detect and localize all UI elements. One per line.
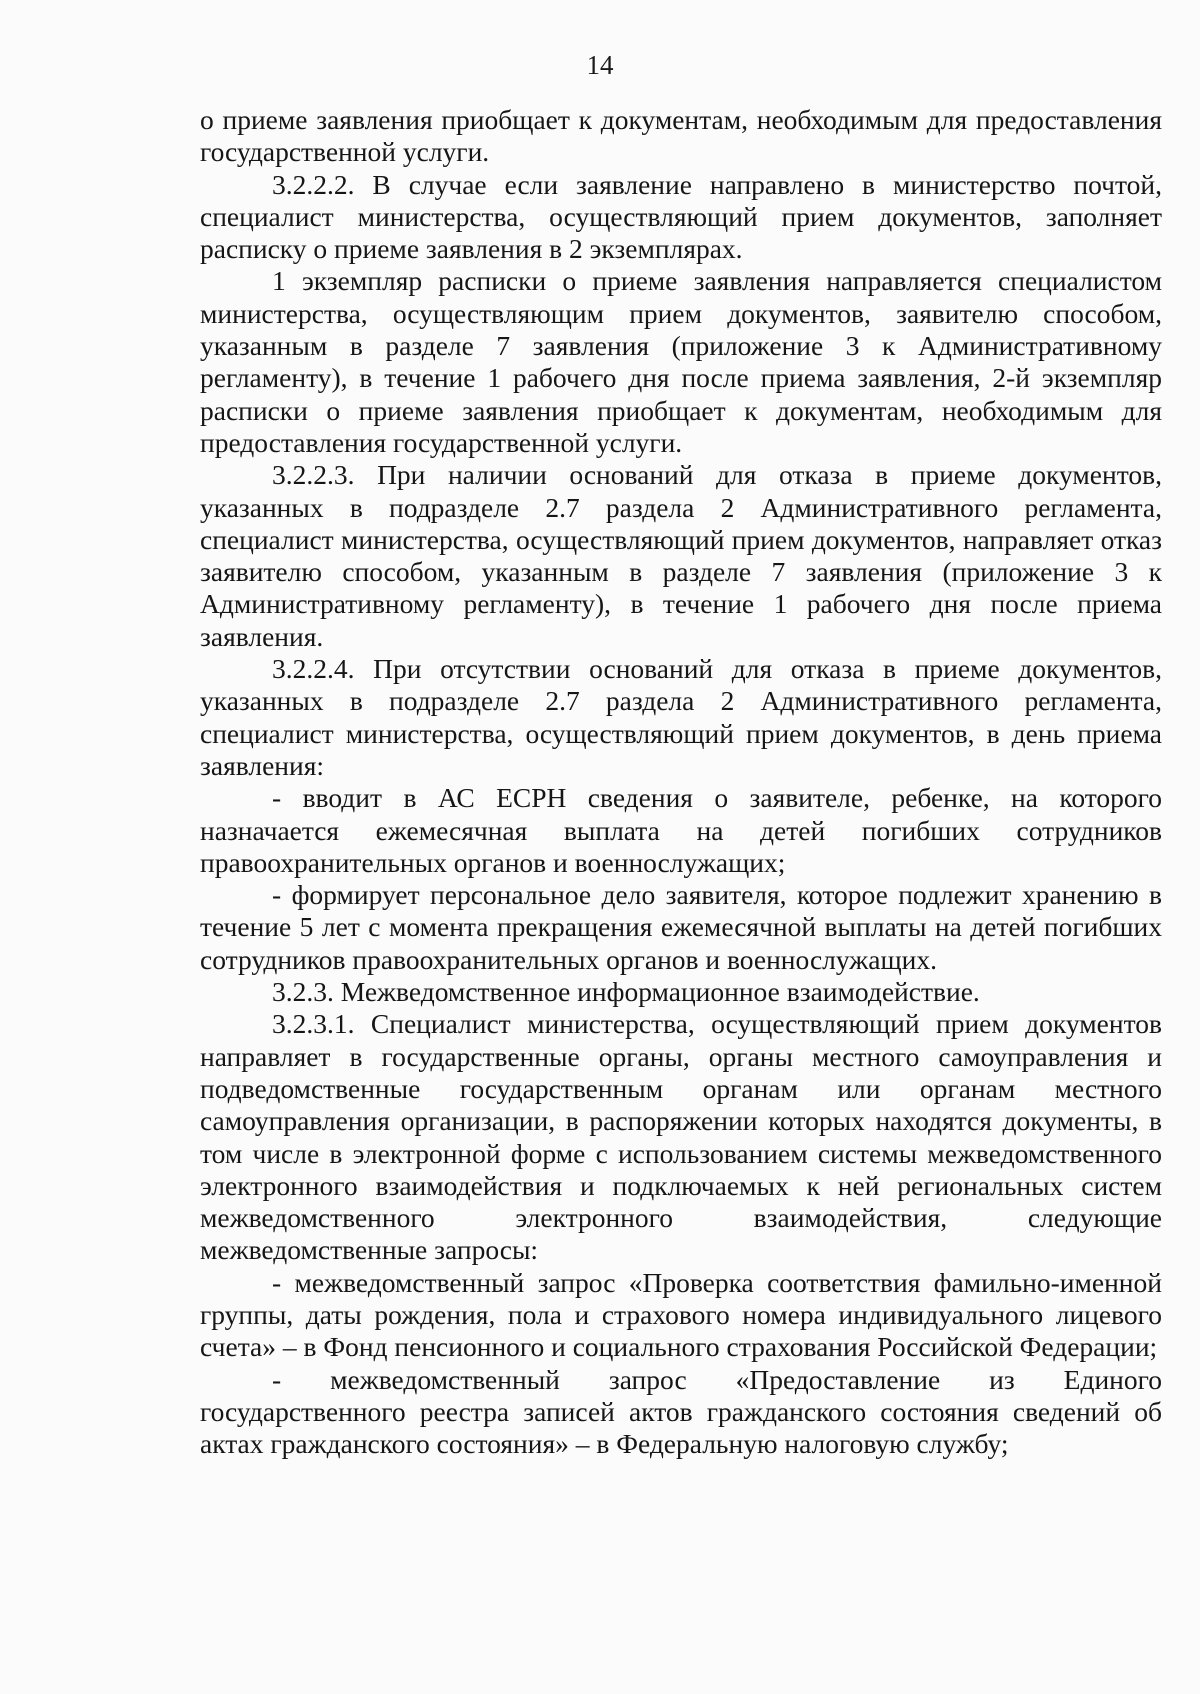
paragraph: 3.2.2.3. При наличии оснований для отказа в приеме документов, указанных в подразделе 2.7 раздела 2 Административного регламента, специалист министерства, осуществляющий прием документов, направляет отказ заявителю способом, указанным в разделе 7 заявления (приложение 3 к Административному регламенту), в течение 1 рабочего дня после приема заявления.	[200, 459, 1162, 652]
paragraph: 3.2.3.1. Специалист министерства, осуществляющий прием документов направляет в государственные органы, органы местного самоуправления и подведомственные государственным органам или органам местного самоуправления организации, в распоряжении которых находятся документы, в том числе в электронной форме с использованием системы межведомственного электронного взаимодействия и подключаемых к ней региональных систем межведомственного электронного взаимодействия, следующие межведомственные запросы:	[200, 1008, 1162, 1266]
document-body	[200, 104, 1162, 1460]
section-heading: 3.2.3. Межведомственное информационное взаимодействие.	[272, 976, 980, 1008]
list-item: - вводит в АС ЕСРН сведения о заявителе, ребенке, на которого назначается ежемесячная выплата на детей погибших сотрудников правоохранительных органов и военнослужащих;	[200, 782, 1162, 878]
paragraph: 3.2.2.2. В случае если заявление направлено в министерство почтой, специалист министерства, осуществляющий прием документов, заполняет расписку о приеме заявления в 2 экземплярах.	[200, 168, 1162, 265]
paragraph: о приеме заявления приобщает к документам, необходимым для предоставления государственной услуги.	[200, 104, 1162, 168]
list-item: - формирует персональное дело заявителя, которое подлежит хранению в течение 5 лет с момента прекращения ежемесячной выплаты на детей погибших сотрудников правоохранительных органов и военнослужащих.	[200, 879, 1162, 975]
page-number: 14	[586, 50, 614, 80]
list-item: - межведомственный запрос «Предоставление из Единого государственного реестра записей актов гражданского состояния сведений об актах гражданского состояния» – в Федеральную налоговую службу;	[200, 1363, 1162, 1460]
list-item: - межведомственный запрос «Проверка соответствия фамильно-именной группы, даты рождения, пола и страхового номера индивидуального лицевого счета» – в Фонд пенсионного и социального страхования Российской Федерации;	[200, 1266, 1162, 1363]
paragraph: 1 экземпляр расписки о приеме заявления направляется специалистом министерства, осуществляющим прием документов, заявителю способом, указанным в разделе 7 заявления (приложение 3 к Административному регламенту), в течение 1 рабочего дня после приема заявления, 2-й экземпляр расписки о приеме заявления приобщает к документам, необходимым для предоставления государственной услуги.	[200, 265, 1162, 458]
paragraph: 3.2.2.4. При отсутствии оснований для отказа в приеме документов, указанных в подразделе 2.7 раздела 2 Административного регламента, специалист министерства, осуществляющий прием документов, в день приема заявления:	[200, 653, 1162, 781]
